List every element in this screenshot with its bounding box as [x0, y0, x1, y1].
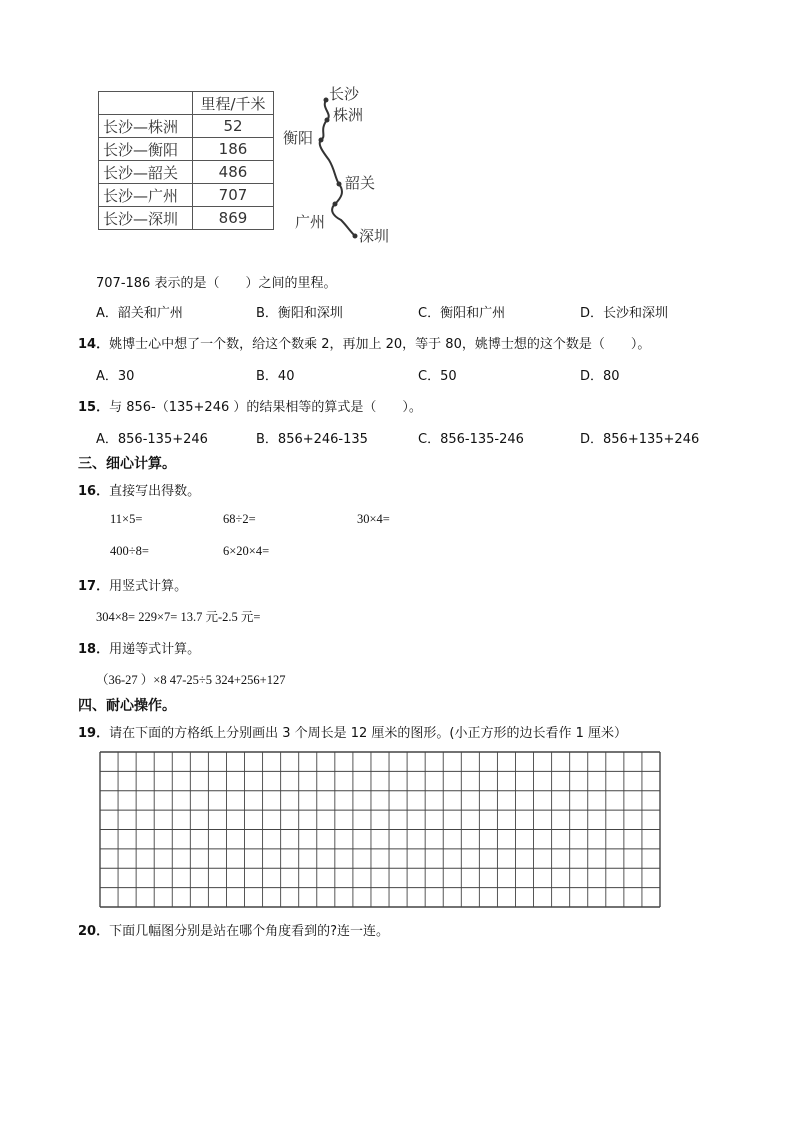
table-row — [99, 207, 274, 230]
city-dot — [353, 234, 358, 239]
map-label-shenzhen: 深圳 — [359, 227, 390, 245]
q13-option-d[interactable]: D．长沙和深圳 — [580, 306, 669, 321]
table-cell-route: 长沙—深圳 — [99, 207, 193, 230]
q13-stem: 707-186 表示的是（ ）之间的里程。 — [96, 276, 337, 291]
q14-number: 14． — [78, 337, 110, 352]
q20-number: 20． — [78, 924, 110, 939]
map-label-changsha: 长沙 — [329, 85, 360, 103]
city-dot — [325, 118, 330, 123]
table-cell-route: 长沙—株洲 — [99, 115, 193, 138]
q15-stem: 与 856-（135+246 ）的结果相等的算式是（ ）。 — [109, 400, 422, 415]
q18-stem: 用递等式计算。 — [109, 642, 201, 657]
table-row — [99, 161, 274, 184]
q17-question — [78, 575, 187, 594]
q16-item: 6×20×4= — [223, 544, 270, 558]
q15-number: 15． — [78, 400, 110, 415]
q19-number: 19． — [78, 726, 110, 741]
map-label-hengyang: 衡阳 — [283, 129, 314, 147]
map-label-guangzhou: 广州 — [295, 213, 326, 231]
table-cell-distance: 52 — [193, 115, 274, 138]
q13-option-c[interactable]: C．衡阳和广州 — [418, 306, 506, 321]
q20-question — [78, 920, 389, 939]
table-cell-route: 长沙—韶关 — [99, 161, 193, 184]
table-cell-route: 长沙—衡阳 — [99, 138, 193, 161]
table-header-row — [99, 92, 274, 115]
table-row — [99, 115, 274, 138]
q18-question — [78, 638, 200, 657]
grid-paper[interactable] — [99, 751, 661, 908]
table-cell-distance: 486 — [193, 161, 274, 184]
q15-option-d[interactable]: D．856+135+246 — [580, 432, 700, 447]
table-cell-route: 长沙—广州 — [99, 184, 193, 207]
city-dot — [337, 182, 342, 187]
section-4-heading: 四、耐心操作。 — [78, 698, 176, 714]
table-cell-distance: 869 — [193, 207, 274, 230]
city-dot — [324, 98, 329, 103]
table-cell-distance: 707 — [193, 184, 274, 207]
q13-option-a[interactable]: A．韶关和广州 — [96, 306, 183, 321]
q15-question — [78, 396, 422, 415]
q17-stem: 用竖式计算。 — [109, 579, 188, 594]
table-header-cell: 里程/千米 — [193, 92, 274, 115]
map-label-zhuzhou: 株洲 — [333, 106, 364, 124]
q14-option-b[interactable]: B．40 — [256, 369, 295, 384]
q16-stem: 直接写出得数。 — [109, 484, 201, 499]
q14-option-d[interactable]: D．80 — [580, 369, 620, 384]
table-row — [99, 138, 274, 161]
q18-expressions: （36-27 ）×8 47-25÷5 324+256+127 — [96, 673, 286, 687]
table-cell-distance: 186 — [193, 138, 274, 161]
q16-number: 16． — [78, 484, 110, 499]
q13-option-b[interactable]: B．衡阳和深圳 — [256, 306, 343, 321]
q16-question — [78, 480, 200, 499]
table-header-cell — [99, 92, 193, 115]
q20-stem: 下面几幅图分别是站在哪个角度看到的?连一连。 — [109, 924, 389, 939]
distance-table — [98, 91, 274, 230]
q16-item: 30×4= — [357, 512, 390, 526]
q15-option-c[interactable]: C．856-135-246 — [418, 432, 524, 447]
q18-number: 18． — [78, 642, 110, 657]
city-dot — [319, 138, 324, 143]
q16-item: 68÷2= — [223, 512, 256, 526]
q14-question — [78, 333, 650, 352]
q15-option-b[interactable]: B．856+246-135 — [256, 432, 368, 447]
q19-question — [78, 722, 627, 741]
q15-option-a[interactable]: A．856-135+246 — [96, 432, 208, 447]
city-dot — [333, 202, 338, 207]
q14-option-a[interactable]: A．30 — [96, 369, 135, 384]
section-3-heading: 三、细心计算。 — [78, 456, 176, 472]
table-row — [99, 184, 274, 207]
q19-stem: 请在下面的方格纸上分别画出 3 个周长是 12 厘米的图形。(小正方形的边长看作 1 厘米） — [109, 726, 628, 741]
map-label-shaoguan: 韶关 — [345, 174, 376, 192]
q17-number: 17． — [78, 579, 110, 594]
q17-expressions: 304×8= 229×7= 13.7 元-2.5 元= — [96, 610, 261, 624]
route-map — [283, 80, 398, 250]
q14-stem: 姚博士心中想了一个数，给这个数乘 2，再加上 20，等于 80，姚博士想的这个数是（ ）。 — [109, 337, 651, 352]
q14-option-c[interactable]: C．50 — [418, 369, 457, 384]
q16-item: 11×5= — [110, 512, 143, 526]
q16-item: 400÷8= — [110, 544, 149, 558]
